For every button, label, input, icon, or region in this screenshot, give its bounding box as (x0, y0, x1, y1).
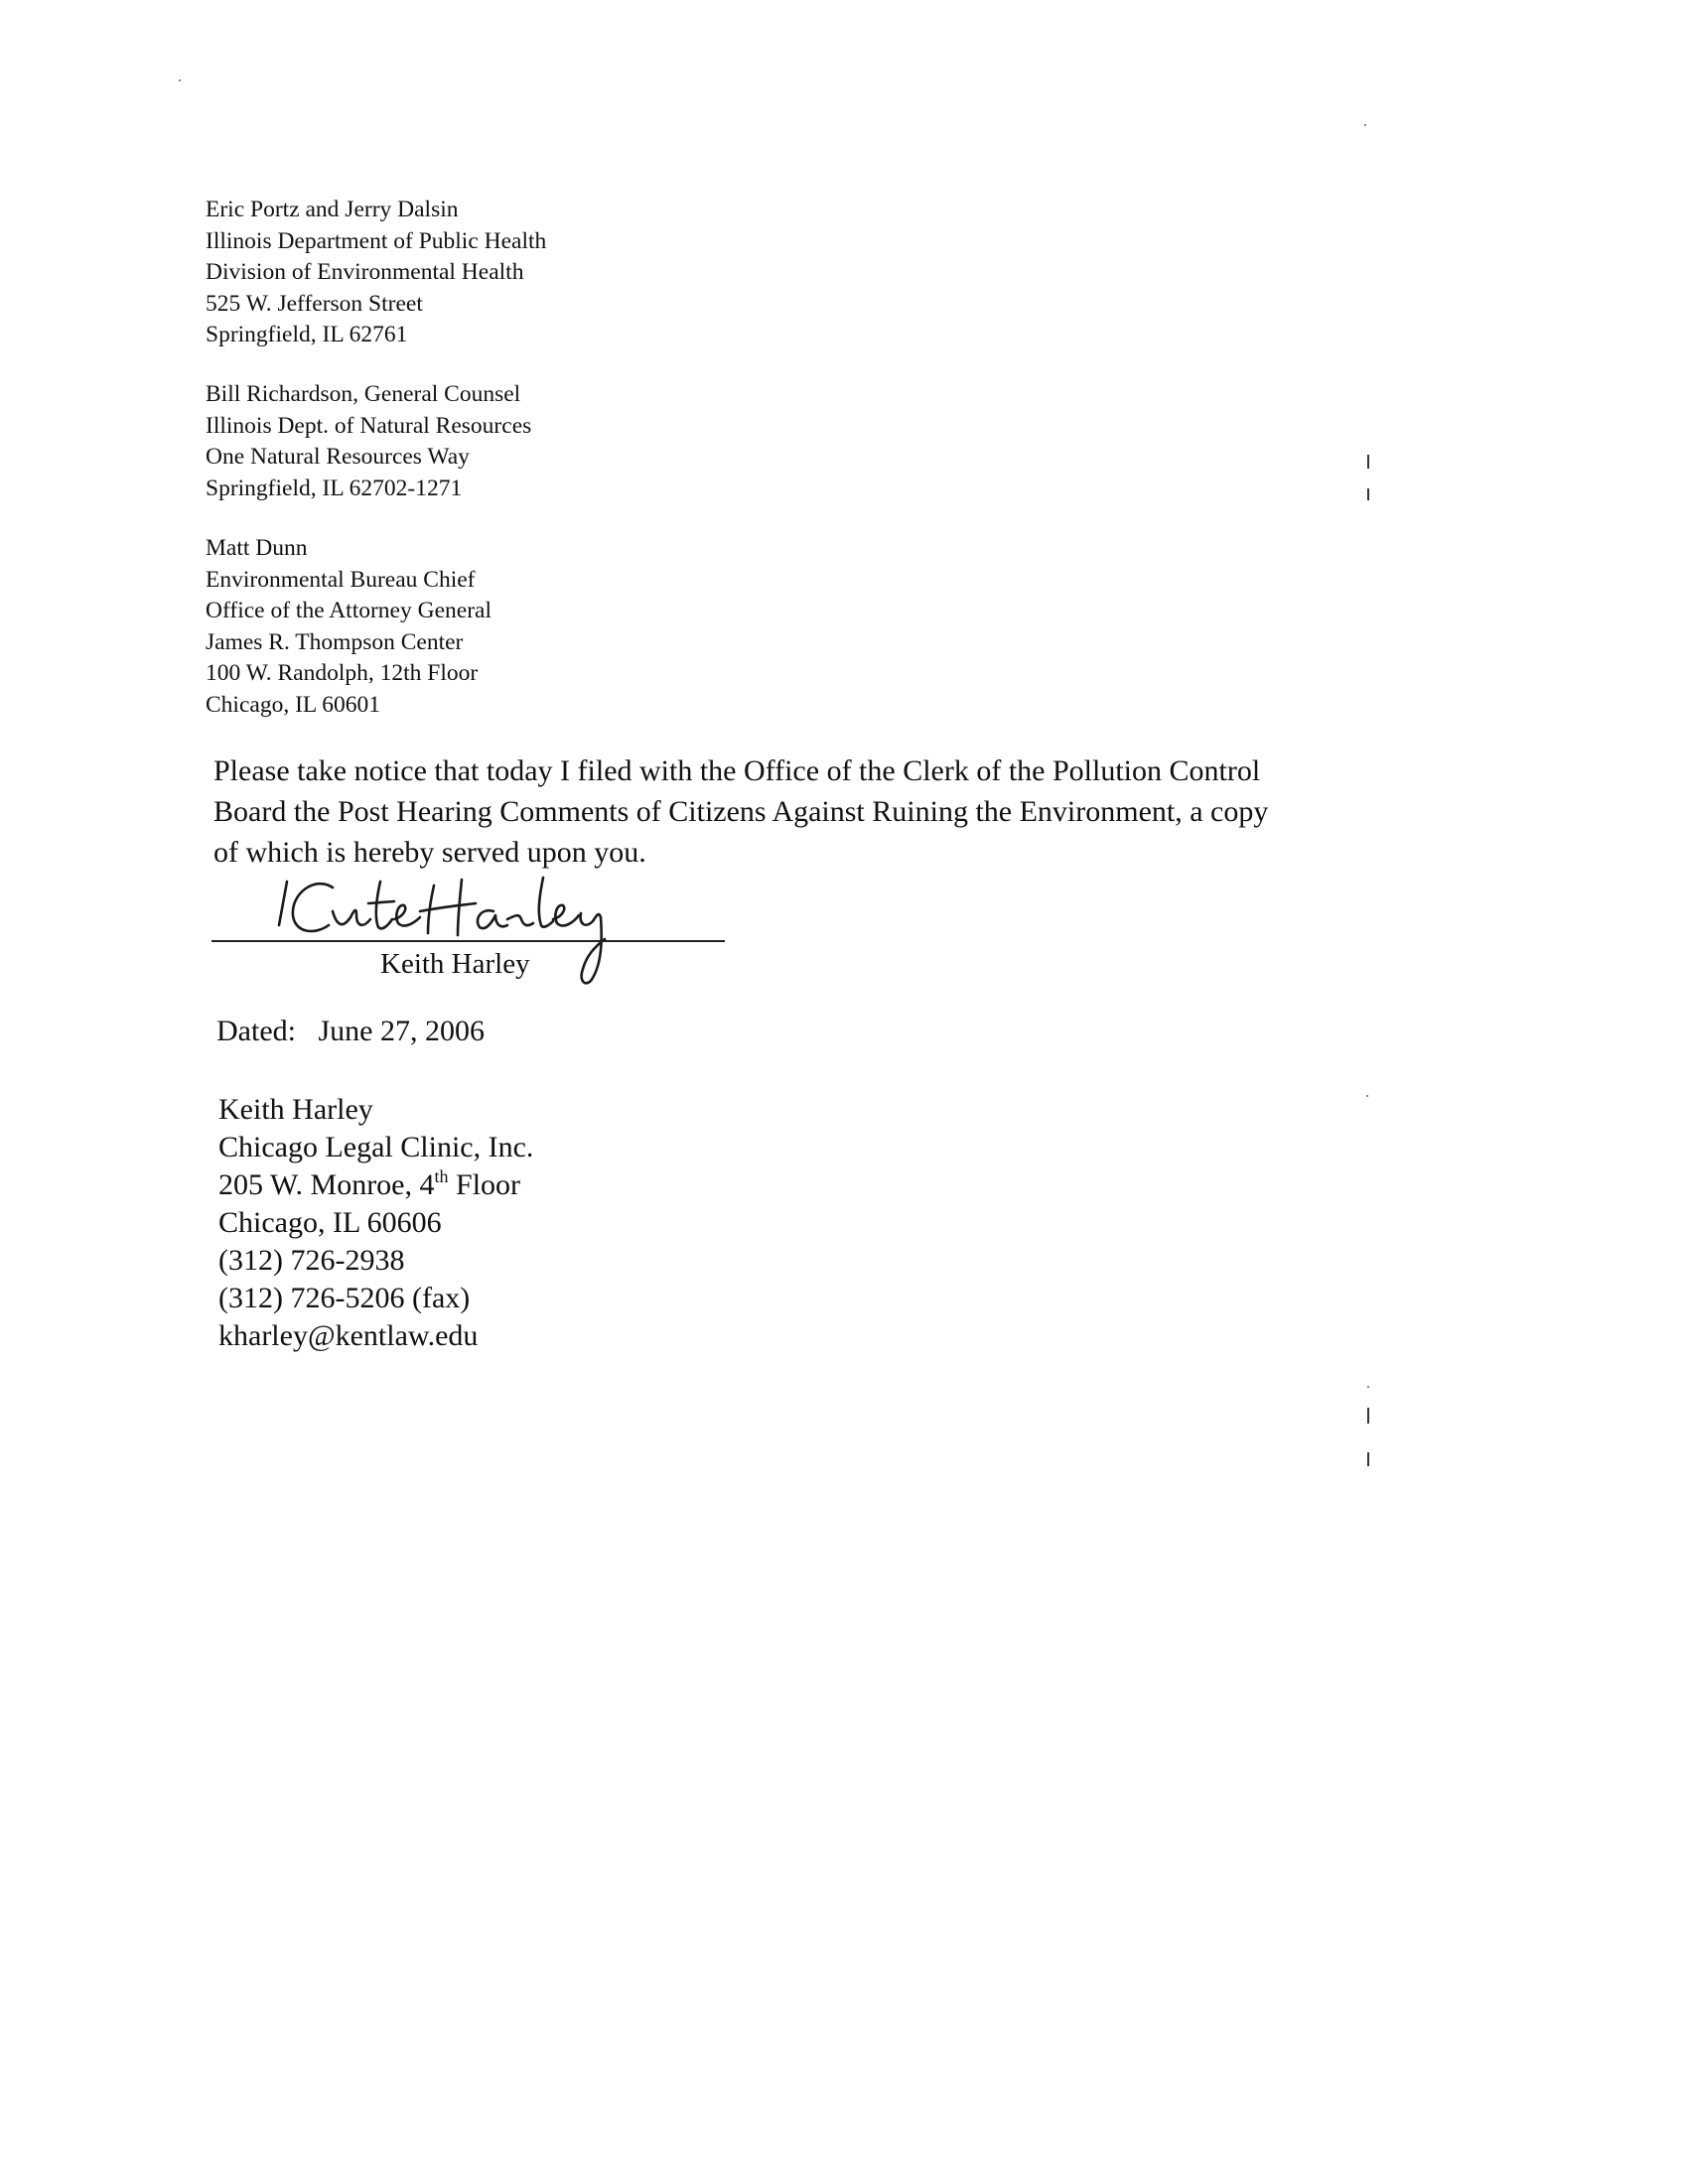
ordinal-superscript: th (434, 1166, 449, 1186)
notice-line: of which is hereby served upon you. (213, 836, 646, 869)
contact-fax: (312) 726-5206 (fax) (218, 1282, 471, 1314)
notice-paragraph (213, 751, 1385, 873)
contact-name: Keith Harley (218, 1093, 373, 1126)
address-line: Matt Dunn (206, 535, 308, 561)
scan-artifact (1364, 124, 1366, 126)
date-line (216, 1014, 485, 1049)
sender-contact-block (218, 1091, 533, 1355)
contact-phone: (312) 726-2938 (218, 1244, 405, 1277)
address-line: Springfield, IL 62761 (206, 322, 408, 347)
signer-name: Keith Harley (380, 948, 530, 980)
scan-artifact (1367, 488, 1369, 500)
address-line: Eric Portz and Jerry Dalsin (206, 197, 459, 222)
scan-artifact (1367, 455, 1369, 469)
signature-block (211, 864, 728, 993)
address-line: 525 W. Jefferson Street (206, 290, 423, 317)
scan-artifact (1367, 1408, 1369, 1424)
scan-artifact (1366, 1095, 1368, 1097)
recipient-address-natural-resources (206, 379, 531, 504)
address-line: Bill Richardson, General Counsel (206, 381, 521, 407)
address-line: Environmental Bureau Chief (206, 566, 476, 593)
signature-line (211, 940, 725, 942)
scan-artifact (1367, 1452, 1369, 1466)
address-line: Division of Environmental Health (206, 259, 524, 285)
contact-street-address (218, 1166, 533, 1204)
address-suffix: Floor (448, 1168, 521, 1201)
address-line: Illinois Department of Public Health (206, 227, 547, 254)
address-line: Office of the Attorney General (206, 598, 491, 623)
notice-line: Please take notice that today I filed with the Office of the Clerk of the Pollution Control (213, 754, 1261, 787)
recipient-address-attorney-general (206, 533, 491, 721)
dated-label: Dated: (216, 1015, 296, 1047)
address-prefix: 205 W. Monroe, 4 (218, 1168, 435, 1201)
scan-artifact (179, 79, 181, 81)
address-line: Illinois Dept. of Natural Resources (206, 412, 532, 439)
address-line: Chicago, IL 60601 (206, 691, 380, 718)
address-line: James R. Thompson Center (206, 628, 464, 655)
address-line: Springfield, IL 62702-1271 (206, 475, 463, 501)
dated-value: June 27, 2006 (318, 1015, 485, 1047)
address-line: 100 W. Randolph, 12th Floor (206, 660, 479, 686)
notice-line: Board the Post Hearing Comments of Citizens Against Ruining the Environment, a copy (213, 795, 1269, 828)
scan-artifact (1367, 1386, 1369, 1388)
contact-city: Chicago, IL 60606 (218, 1206, 442, 1239)
recipient-address-public-health (206, 195, 546, 351)
address-line: One Natural Resources Way (206, 444, 470, 470)
contact-email: kharley@kentlaw.edu (218, 1319, 479, 1352)
contact-organization: Chicago Legal Clinic, Inc. (218, 1131, 534, 1163)
